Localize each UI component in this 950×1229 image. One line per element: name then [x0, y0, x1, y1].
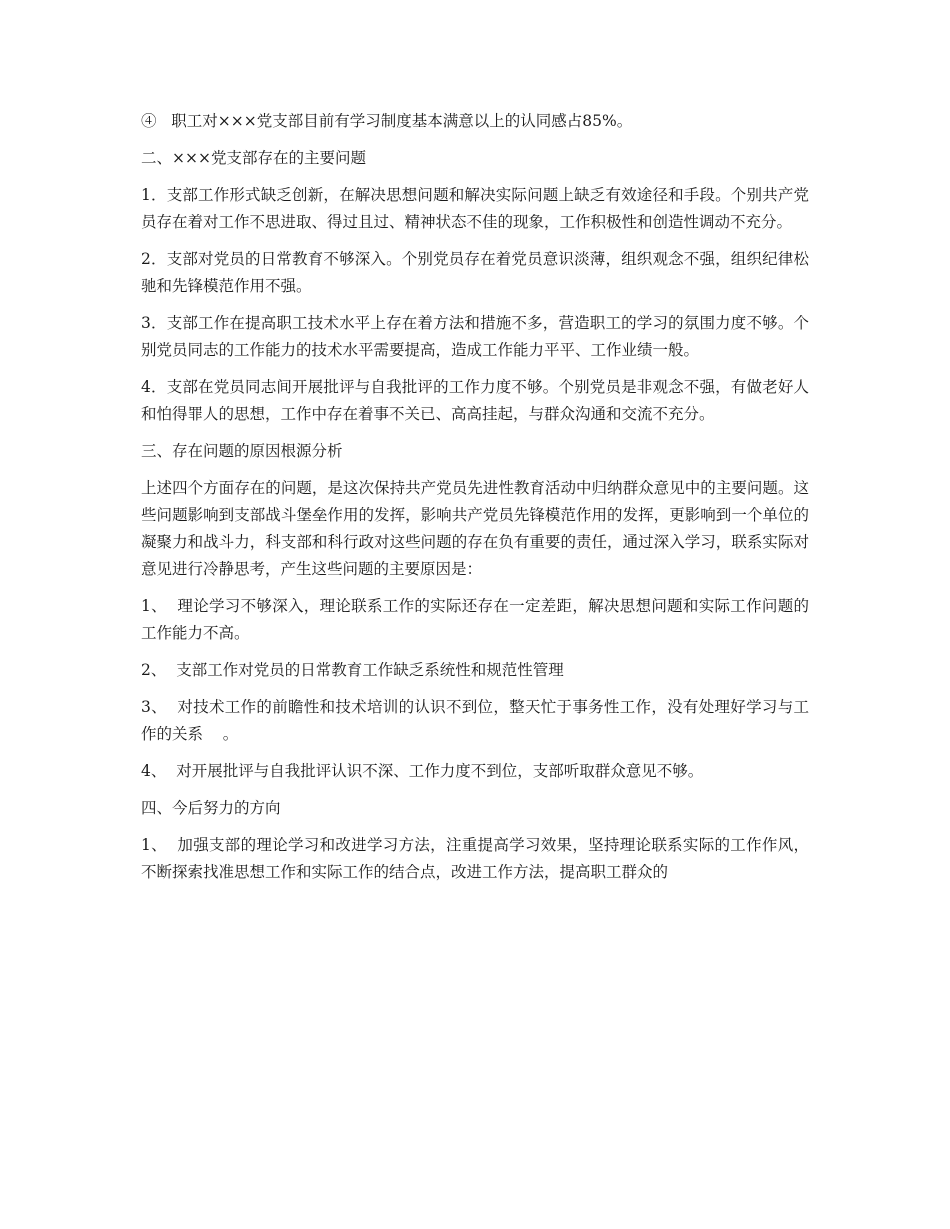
paragraph-cause-3: 3、 对技术工作的前瞻性和技术培训的认识不到位，整天忙于事务性工作，没有处理好学习与工作的关系 。 [141, 698, 809, 743]
heading-root-cause: 三、存在问题的原因根源分析 [141, 442, 343, 460]
paragraph-satisfaction: ④ 职工对×××党支部目前有学习制度基本满意以上的认同感占85%。 [141, 112, 633, 130]
paragraph-cause-2: 2、 支部工作对党员的日常教育工作缺乏系统性和规范性管理 [141, 661, 564, 679]
paragraph-problem-2: 2．支部对党员的日常教育不够深入。个别党员存在着党员意识淡薄，组织观念不强，组织纪律松驰和先锋模范作用不强。 [141, 250, 809, 295]
paragraph-cause-4: 4、 对开展批评与自我批评认识不深、工作力度不到位，支部听取群众意见不够。 [141, 762, 704, 780]
paragraph-problem-3: 3．支部工作在提高职工技术水平上存在着方法和措施不多，营造职工的学习的氛围力度不够。个别党员同志的工作能力的技术水平需要提高，造成工作能力平平、工作业绩一般。 [141, 314, 809, 359]
heading-future-direction: 四、今后努力的方向 [141, 799, 281, 817]
heading-main-problems: 二、×××党支部存在的主要问题 [141, 149, 366, 167]
paragraph-problem-4: 4．支部在党员同志间开展批评与自我批评的工作力度不够。个别党员是非观念不强，有做老好人和怕得罪人的思想，工作中存在着事不关已、高高挂起，与群众沟通和交流不充分。 [141, 378, 809, 423]
document-page [141, 108, 809, 896]
paragraph-cause-1: 1、 理论学习不够深入，理论联系工作的实际还存在一定差距，解决思想问题和实际工作问题的工作能力不高。 [141, 597, 809, 642]
paragraph-cause-intro: 上述四个方面存在的问题，是这次保持共产党员先进性教育活动中归纳群众意见中的主要问题。这些问题影响到支部战斗堡垒作用的发挥，影响共产党员先锋模范作用的发挥，更影响到一个单位的凝聚力和战斗力，科支部和科行政对这些问题的存在负有重要的责任，通过深入学习，联系实际对意见进行冷静思考，产生这些问题的主要原因是： [141, 479, 809, 578]
paragraph-problem-1: 1．支部工作形式缺乏创新，在解决思想问题和解决实际问题上缺乏有效途径和手段。个别共产党员存在着对工作不思进取、得过且过、精神状态不佳的现象，工作积极性和创造性调动不充分。 [141, 186, 809, 231]
paragraph-direction-1: 1、 加强支部的理论学习和改进学习方法，注重提高学习效果，坚持理论联系实际的工作作风，不断探索找准思想工作和实际工作的结合点，改进工作方法，提高职工群众的 [141, 836, 809, 881]
